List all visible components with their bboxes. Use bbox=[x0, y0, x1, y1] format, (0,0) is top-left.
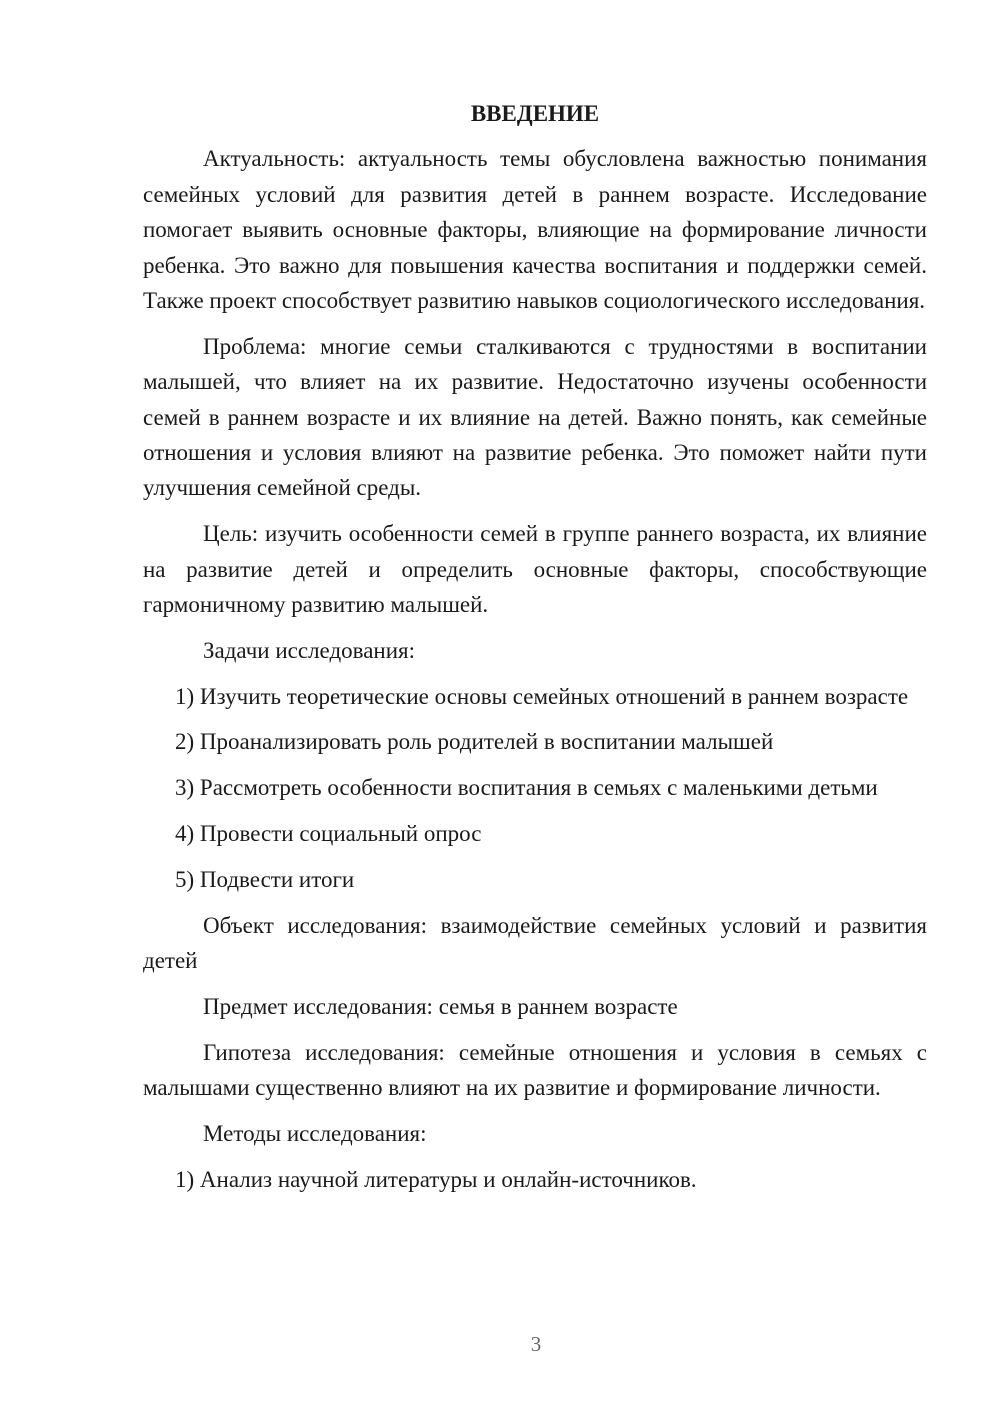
method-item-1: 1) Анализ научной литературы и онлайн-источников. bbox=[175, 1166, 697, 1192]
relevance-paragraph: Актуальность: актуальность темы обусловлена важностью понимания семейных условий для развития детей в раннем возрасте. Исследование помогает выявить основные факторы, влияющие на формирование личности ребенка. Это важно для повышения качества воспитания и поддержки семей. Также проект способствует развитию навыков социологического исследования. bbox=[143, 146, 927, 314]
tasks-heading: Задачи исследования: bbox=[203, 637, 416, 663]
problem-paragraph: Проблема: многие семьи сталкиваются с трудностями в воспитании малышей, что влияет на их развитие. Недостаточно изучены особенности семей в раннем возрасте и их влияние на детей. Важно понять, как семейные отношения и условия влияют на развитие ребенка. Это поможет найти пути улучшения семейной среды. bbox=[143, 333, 927, 501]
task-item-1: 1) Изучить теоретические основы семейных отношений в раннем возрасте bbox=[175, 683, 909, 709]
object-paragraph: Объект исследования: взаимодействие семейных условий и развития детей bbox=[143, 912, 927, 974]
task-item-3: 3) Рассмотреть особенности воспитания в семьях с маленькими детьми bbox=[175, 775, 878, 801]
methods-heading: Методы исследования: bbox=[203, 1120, 427, 1146]
subject-paragraph: Предмет исследования: семья в раннем возрасте bbox=[203, 993, 678, 1019]
page-number: 3 bbox=[530, 1332, 542, 1356]
page-body bbox=[143, 96, 927, 1207]
task-item-2: 2) Проанализировать роль родителей в воспитании малышей bbox=[175, 729, 774, 755]
hypothesis-paragraph: Гипотеза исследования: семейные отношения и условия в семьях с малышами существенно влияют на их развитие и формирование личности. bbox=[143, 1039, 927, 1101]
task-item-5: 5) Подвести итоги bbox=[175, 866, 355, 892]
task-item-4: 4) Провести социальный опрос bbox=[175, 821, 482, 847]
section-heading: ВВЕДЕНИЕ bbox=[470, 101, 600, 126]
goal-paragraph: Цель: изучить особенности семей в группе раннего возраста, их влияние на развитие детей и определить основные факторы, способствующие гармоничному развитию малышей. bbox=[143, 521, 927, 618]
